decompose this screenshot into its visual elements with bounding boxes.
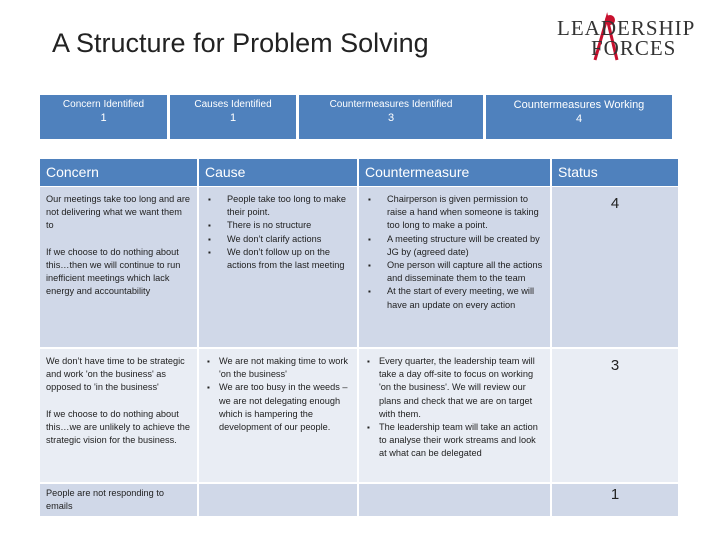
cause-item: ▪ We don’t clarify actions	[227, 233, 351, 246]
cause-item: ▪ We don’t follow up on the actions from the last meeting	[227, 246, 351, 272]
cause-cell	[199, 187, 357, 347]
countermeasure-cell	[359, 349, 550, 482]
countermeasure-item: ▪ A meeting structure will be created by JG by (agreed date)	[387, 233, 544, 259]
summary-value: 1	[100, 112, 107, 124]
header-concern: Concern	[40, 159, 197, 186]
concern-text: We don’t have time to be strategic and work 'on the business' as opposed to 'in the business'	[46, 356, 185, 393]
countermeasure-cell	[359, 484, 550, 516]
concern-cell	[40, 187, 197, 347]
cause-item: ▪ People take too long to make their point.	[227, 193, 351, 219]
logo-line2: FORCES	[591, 36, 677, 60]
summary-label: Concern Identified	[62, 99, 145, 110]
countermeasure-item: ▪ One person will capture all the actions and disseminate them to the team	[387, 259, 544, 285]
summary-concern	[40, 95, 167, 139]
countermeasure-item: ▪ Every quarter, the leadership team will take a day off-site to focus on working 'on the business'. We will review our plans and check that we are on target with them.	[379, 355, 544, 421]
logo-line1: LEADERSHIP	[557, 16, 696, 40]
concern-cell	[40, 349, 197, 482]
status-value: 3	[552, 349, 678, 482]
countermeasure-cell	[359, 187, 550, 347]
cause-cell	[199, 484, 357, 516]
summary-value: 4	[575, 113, 583, 125]
countermeasure-item: ▪ At the start of every meeting, we will have an update on every action	[387, 285, 544, 311]
header-countermeasure: Countermeasure	[359, 159, 550, 186]
header-status: Status	[552, 159, 678, 186]
countermeasure-item: ▪ The leadership team will take an action to analyse their work streams and look at what can be delegated	[379, 421, 544, 461]
summary-label: Causes Identified	[194, 99, 272, 110]
summary-value: 3	[387, 112, 395, 124]
page-title: A Structure for Problem Solving	[52, 28, 429, 58]
cause-item: ▪ We are not making time to work 'on the business'	[219, 355, 351, 381]
summary-working	[486, 95, 672, 139]
concern-text: Our meetings take too long and are not delivering what we want them to	[46, 194, 191, 231]
cause-cell	[199, 349, 357, 482]
summary-value: 1	[229, 112, 237, 124]
countermeasure-item: ▪ Chairperson is given permission to raise a hand when someone is taking too long to make a point.	[387, 193, 544, 233]
summary-label: Countermeasures Identified	[329, 99, 453, 110]
leadership-forces-logo	[555, 12, 700, 64]
cause-item: ▪ We are too busy in the weeds – we are not delegating enough which is hampering the development of our people.	[219, 381, 351, 434]
cause-item: ▪ There is no structure	[227, 219, 351, 232]
status-value: 4	[552, 187, 678, 347]
concern-text: People are not responding to emails	[46, 488, 164, 512]
summary-label: Countermeasures Working	[513, 99, 645, 111]
summary-countermeasures	[299, 95, 483, 139]
concern-cell	[40, 484, 197, 516]
status-value: 1	[552, 484, 678, 516]
summary-causes	[170, 95, 296, 139]
header-cause: Cause	[199, 159, 357, 186]
consequence-text: If we choose to do nothing about this…then we will continue to run inefficient meetings which lack energy and accountability	[46, 246, 181, 297]
consequence-text: If we choose to do nothing about this…we are unlikely to achieve the strategic vision for the business.	[46, 408, 191, 446]
